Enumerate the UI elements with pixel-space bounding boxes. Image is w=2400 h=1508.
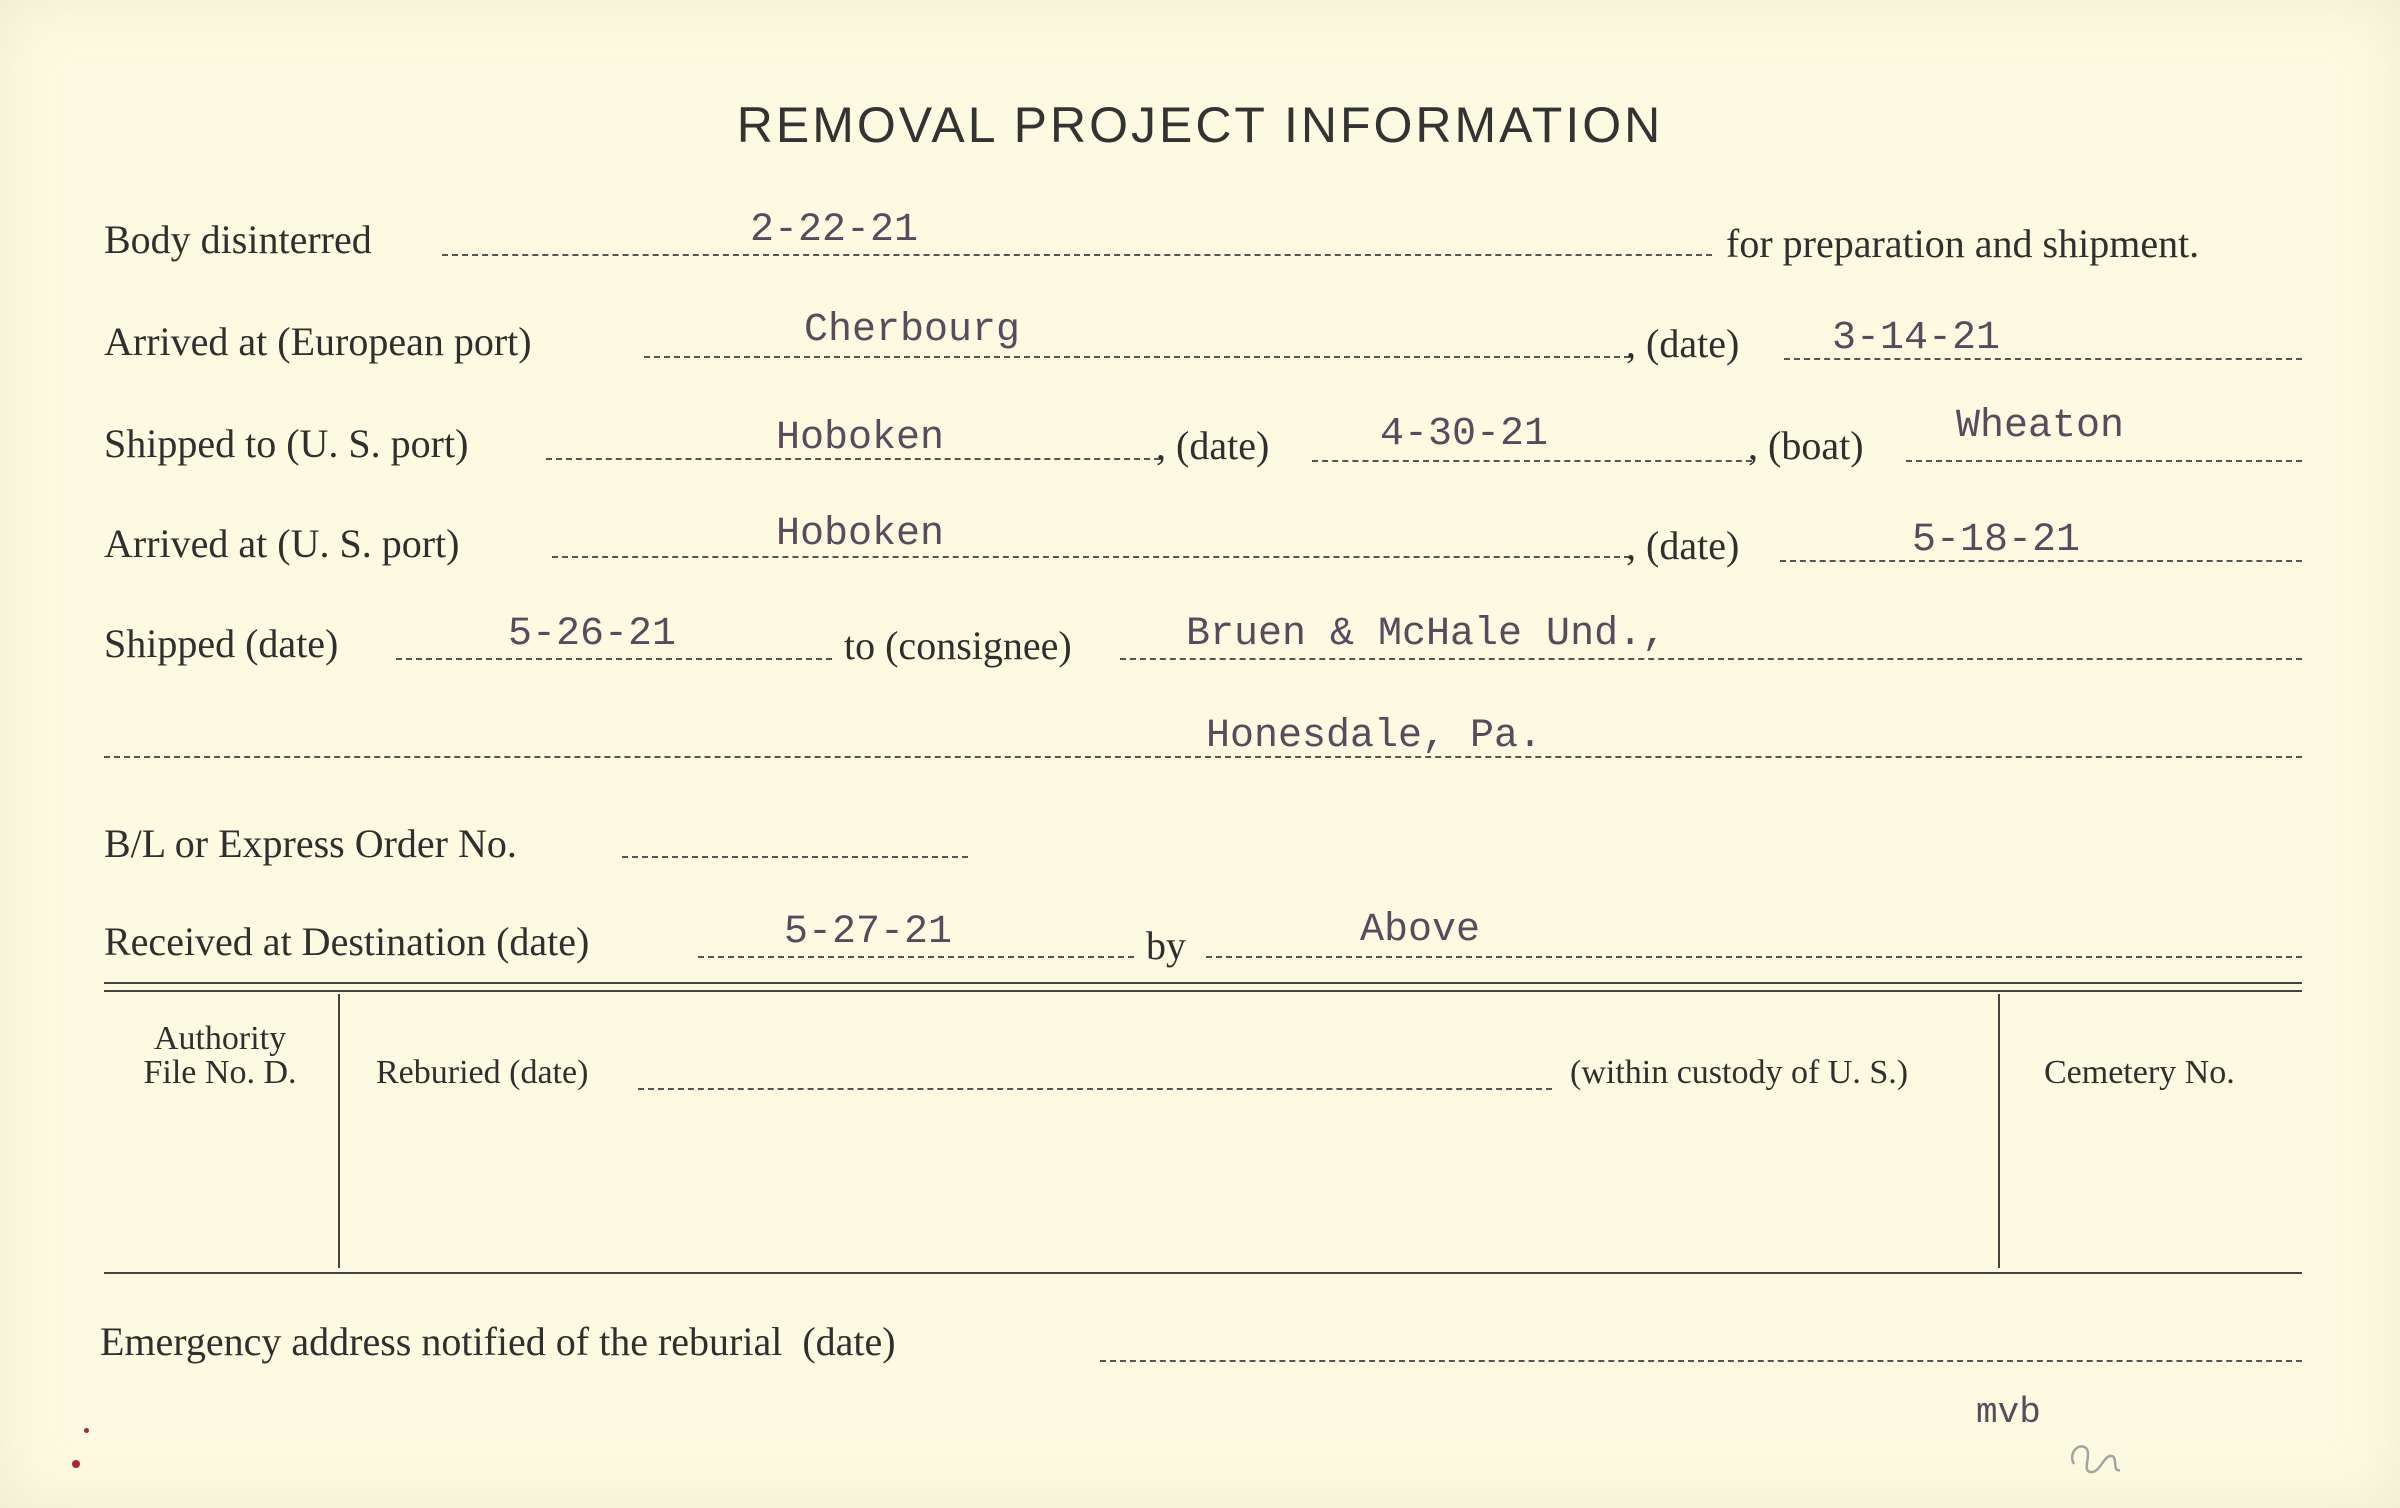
label-bl-express-order: B/L or Express Order No. [104, 821, 517, 866]
line-consignee-address [104, 756, 2302, 758]
box-divider-right [1998, 994, 2000, 1268]
line-received-date [698, 956, 1134, 958]
rule-bottom [104, 1272, 2302, 1274]
value-boat: Wheaton [1956, 404, 2125, 449]
value-shipped-date: 4-30-21 [1380, 412, 1549, 457]
label-boat: , (boat) [1748, 423, 1864, 468]
value-arrived-us-date: 5-18-21 [1912, 518, 2081, 563]
line-received-by [1206, 956, 2302, 958]
label-reburied-date: Reburied (date) [376, 1054, 589, 1091]
box-divider-left [338, 994, 340, 1268]
value-shipped-consignee-date: 5-26-21 [508, 612, 677, 657]
value-consignee-address: Honesdale, Pa. [1206, 714, 1543, 759]
label-european-date: , (date) [1626, 321, 1740, 366]
pencil-mark-icon [2060, 1424, 2140, 1484]
value-received-date: 5-27-21 [784, 910, 953, 955]
label-shipped-date-consignee: Shipped (date) [104, 621, 339, 666]
value-arrived-us-port: Hoboken [776, 512, 945, 557]
label-file-no: File No. D. [143, 1054, 297, 1091]
line-reburied-date [638, 1088, 1552, 1090]
label-body-disinterred: Body disinterred [104, 217, 372, 262]
rule-top [104, 982, 2302, 984]
line-shipped-consignee-date [396, 658, 832, 660]
label-shipped-date: , (date) [1156, 423, 1270, 468]
value-disinterred-date: 2-22-21 [750, 208, 919, 253]
line-arrived-us-port [552, 556, 1630, 558]
label-to-consignee: to (consignee) [844, 623, 1072, 668]
line-european-port [644, 356, 1630, 358]
value-received-by: Above [1360, 908, 1481, 953]
label-received-destination: Received at Destination (date) [104, 919, 590, 964]
line-disinterred [442, 254, 1712, 256]
label-authority: Authority [153, 1020, 287, 1057]
value-european-date: 3-14-21 [1832, 316, 2001, 361]
value-european-port: Cherbourg [804, 308, 1021, 353]
label-arrived-us-port: Arrived at (U. S. port) [104, 521, 460, 566]
line-shipped-date [1312, 460, 1752, 462]
red-ink-dot-small [84, 1428, 89, 1433]
value-consignee: Bruen & McHale Und., [1186, 612, 1667, 657]
line-consignee [1120, 658, 2302, 660]
line-emergency-date [1100, 1360, 2302, 1362]
label-shipped-us-port: Shipped to (U. S. port) [104, 421, 469, 466]
label-arrived-us-date: , (date) [1626, 523, 1740, 568]
clerk-initials: mvb [1976, 1392, 2041, 1433]
line-bl-express-order [622, 856, 968, 858]
label-cemetery-no: Cemetery No. [2044, 1054, 2235, 1091]
label-arrived-european-port: Arrived at (European port) [104, 319, 532, 364]
label-within-custody: (within custody of U. S.) [1570, 1054, 1909, 1091]
value-shipped-us-port: Hoboken [776, 416, 945, 461]
rule-top-second [104, 990, 2302, 992]
label-preparation-shipment: for preparation and shipment. [1726, 221, 2200, 266]
line-boat [1906, 460, 2302, 462]
label-emergency-address: Emergency address notified of the reburial (date) [100, 1319, 896, 1364]
red-ink-dot [72, 1460, 80, 1468]
label-received-by: by [1146, 923, 1186, 968]
card-title: REMOVAL PROJECT INFORMATION [736, 97, 1664, 153]
